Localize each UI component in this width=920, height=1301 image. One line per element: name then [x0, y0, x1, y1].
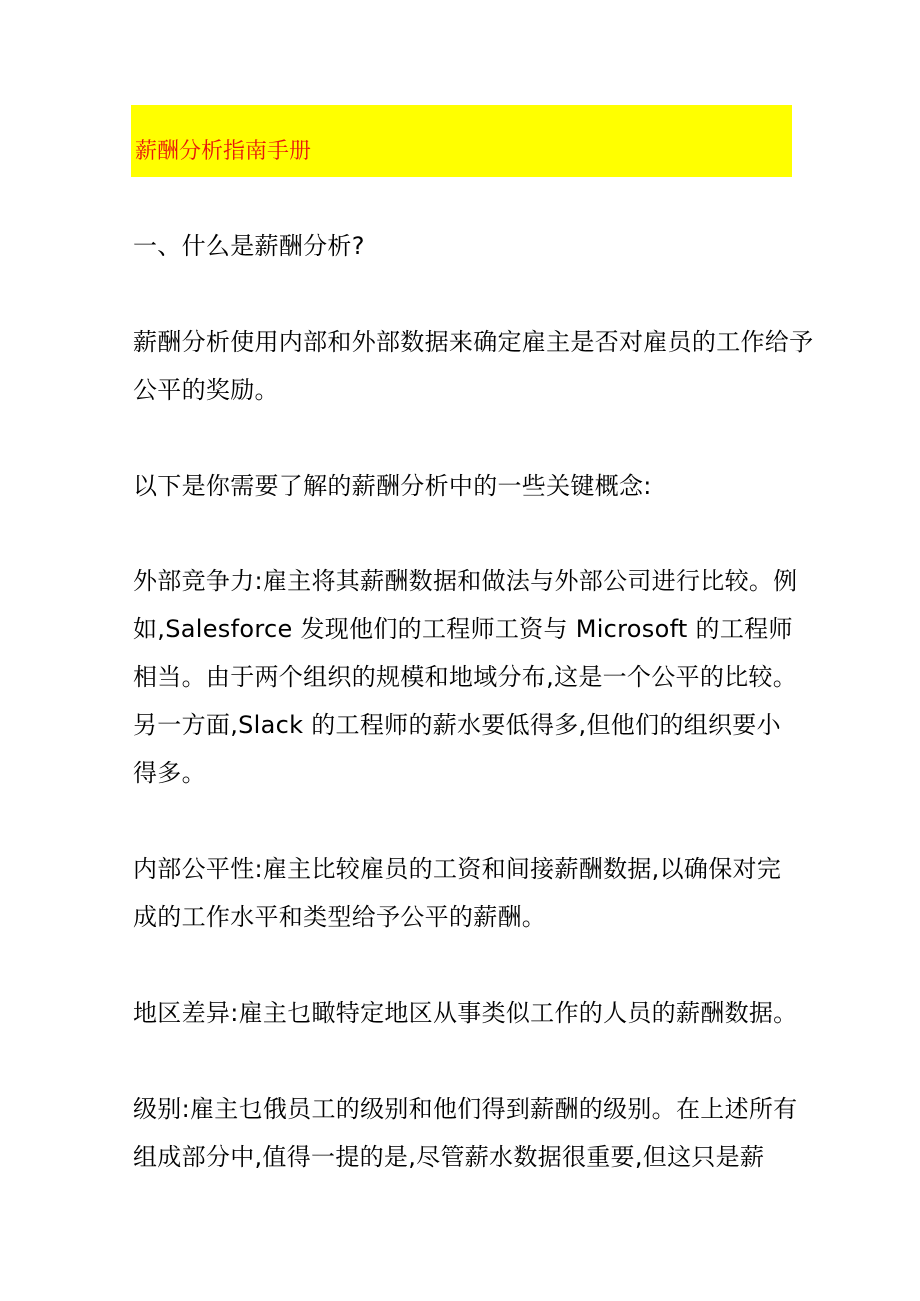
level-paragraph — [133, 1085, 798, 1181]
paragraph-line: 如,Salesforce 发现他们的工程师工资与 Microsoft 的工程师 — [133, 615, 793, 643]
paragraph-line: 相当。由于两个组织的规模和地域分布,这是一个公平的比较。 — [133, 663, 798, 691]
paragraph-line: 以下是你需要了解的薪酬分析中的一些关键概念: — [133, 472, 652, 500]
paragraph-line: 内部公平性:雇主比较雇员的工资和间接薪酬数据,以确保对完 — [133, 855, 782, 883]
regional-difference-paragraph — [133, 989, 798, 1037]
paragraph-line: 级别:雇主乜俄员工的级别和他们得到薪酬的级别。在上述所有 — [133, 1095, 798, 1123]
paragraph-line: 外部竞争力:雇主将其薪酬数据和做法与外部公司进行比较。例 — [133, 567, 798, 595]
paragraph-line: 薪酬分析使用内部和外部数据来确定雇主是否对雇员的工作给予 — [133, 328, 814, 356]
heading-line: 一、什么是薪酬分析? — [133, 232, 365, 260]
intro-paragraph — [133, 318, 814, 414]
paragraph-line: 成的工作水平和类型给予公平的薪酬。 — [133, 903, 547, 931]
paragraph-line: 得多。 — [133, 759, 206, 787]
title-banner — [131, 105, 792, 177]
paragraph-line: 另一方面,Slack 的工程师的薪水要低得多,但他们的组织要小 — [133, 711, 781, 739]
concepts-lead-paragraph — [133, 462, 793, 510]
external-competitiveness-paragraph — [133, 557, 798, 797]
paragraph-line: 公平的奖励。 — [133, 376, 279, 404]
document-title: 薪酬分析指南手册 — [135, 139, 312, 164]
paragraph-line: 地区差异:雇主乜瞰特定地区从事类似工作的人员的薪酬数据。 — [133, 999, 798, 1027]
internal-equity-paragraph — [133, 845, 793, 941]
section-heading — [133, 222, 793, 270]
paragraph-line: 组成部分中,值得一提的是,尽管薪水数据很重要,但这只是薪 — [133, 1143, 765, 1171]
